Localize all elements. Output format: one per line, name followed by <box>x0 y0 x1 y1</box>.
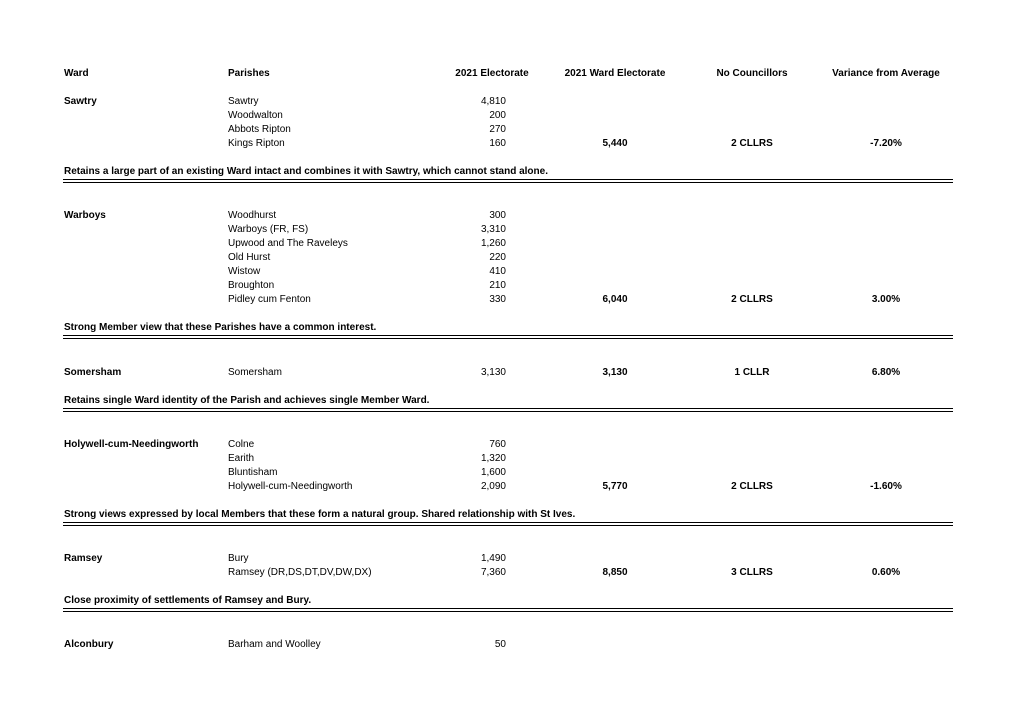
parish-electorate: 50 <box>494 639 506 650</box>
table-row <box>0 438 1020 452</box>
table-row <box>0 480 1020 494</box>
ward-electorate-total: 5,770 <box>602 481 628 492</box>
parish-electorate: 3,130 <box>480 367 506 378</box>
parish-name: Warboys (FR, FS) <box>228 224 309 235</box>
parish-electorate: 300 <box>489 210 506 221</box>
section-divider <box>63 408 953 412</box>
ward-electorate-total: 6,040 <box>602 294 628 305</box>
parish-name: Upwood and The Raveleys <box>228 238 348 249</box>
parish-electorate: 760 <box>489 439 506 450</box>
table-row <box>0 366 1020 380</box>
table-row <box>0 279 1020 293</box>
parish-electorate: 210 <box>489 280 506 291</box>
section-divider <box>63 179 953 183</box>
header-councillors: No Councillors <box>716 68 788 79</box>
ward-name: Ramsey <box>64 553 103 564</box>
ward-note: Strong Member view that these Parishes have a common interest. <box>64 322 377 333</box>
section-divider <box>63 522 953 526</box>
parish-name: Woodwalton <box>228 110 283 121</box>
parish-electorate: 410 <box>489 266 506 277</box>
header-ward: Ward <box>64 68 89 79</box>
parish-name: Abbots Ripton <box>228 124 291 135</box>
variance-value: 3.00% <box>871 294 901 305</box>
table-row <box>0 109 1020 123</box>
parish-electorate: 220 <box>489 252 506 263</box>
councillor-count: 2 CLLRS <box>731 481 773 492</box>
table-row <box>0 293 1020 307</box>
parish-electorate: 330 <box>489 294 506 305</box>
parish-name: Ramsey (DR,DS,DT,DV,DW,DX) <box>228 567 372 578</box>
ward-electorate-total: 5,440 <box>602 138 628 149</box>
parish-name: Bury <box>228 553 249 564</box>
header-electorate-2021: 2021 Electorate <box>455 68 529 79</box>
table-row <box>0 123 1020 137</box>
ward-name: Somersham <box>64 367 122 378</box>
section-divider <box>63 335 953 339</box>
variance-value: 6.80% <box>871 367 901 378</box>
parish-electorate: 1,260 <box>480 238 506 249</box>
variance-value: 0.60% <box>871 567 901 578</box>
parish-electorate: 270 <box>489 124 506 135</box>
table-row <box>0 566 1020 580</box>
ward-name: Warboys <box>64 210 106 221</box>
ward-note: Retains a large part of an existing Ward intact and combines it with Sawtry, which cannot stand alone. <box>64 166 548 177</box>
parish-name: Sawtry <box>228 96 259 107</box>
header-variance: Variance from Average <box>832 68 940 79</box>
table-row <box>0 638 1020 652</box>
table-row <box>0 452 1020 466</box>
councillor-count: 2 CLLRS <box>731 138 773 149</box>
parish-name: Woodhurst <box>228 210 277 221</box>
table-row <box>0 466 1020 480</box>
parish-electorate: 200 <box>489 110 506 121</box>
parish-name: Earith <box>228 453 255 464</box>
parish-electorate: 2,090 <box>480 481 506 492</box>
parish-electorate: 1,490 <box>480 553 506 564</box>
parish-electorate: 1,600 <box>480 467 506 478</box>
parish-name: Old Hurst <box>228 252 271 263</box>
parish-electorate: 160 <box>489 138 506 149</box>
ward-note: Strong views expressed by local Members that these form a natural group. Shared relationship with St Ives. <box>64 509 576 520</box>
parish-electorate: 4,810 <box>480 96 506 107</box>
table-row <box>0 209 1020 223</box>
parish-name: Pidley cum Fenton <box>228 294 311 305</box>
councillor-count: 3 CLLRS <box>731 567 773 578</box>
parish-electorate: 7,360 <box>480 567 506 578</box>
table-row <box>0 95 1020 109</box>
ward-electorate-total: 8,850 <box>602 567 628 578</box>
table-header <box>0 67 1020 81</box>
table-row <box>0 223 1020 237</box>
table-row <box>0 265 1020 279</box>
parish-name: Colne <box>228 439 255 450</box>
table-row <box>0 137 1020 151</box>
parish-name: Broughton <box>228 280 275 291</box>
table-row <box>0 552 1020 566</box>
ward-name: Sawtry <box>64 96 97 107</box>
parish-name: Bluntisham <box>228 467 278 478</box>
variance-value: -1.60% <box>870 481 902 492</box>
parish-name: Barham and Woolley <box>228 639 321 650</box>
parish-name: Wistow <box>228 266 261 277</box>
parish-name: Kings Ripton <box>228 138 285 149</box>
ward-name: Alconbury <box>64 639 114 650</box>
councillor-count: 2 CLLRS <box>731 294 773 305</box>
ward-note: Retains single Ward identity of the Parish and achieves single Member Ward. <box>64 395 430 406</box>
parish-electorate: 1,320 <box>480 453 506 464</box>
variance-value: -7.20% <box>870 138 902 149</box>
section-divider <box>63 608 953 612</box>
ward-electorate-total: 3,130 <box>602 367 628 378</box>
ward-name: Holywell-cum-Needingworth <box>64 439 199 450</box>
table-row <box>0 251 1020 265</box>
councillor-count: 1 CLLR <box>734 367 770 378</box>
header-parishes: Parishes <box>228 68 270 79</box>
parish-electorate: 3,310 <box>480 224 506 235</box>
ward-note: Close proximity of settlements of Ramsey and Bury. <box>64 595 312 606</box>
parish-name: Holywell-cum-Needingworth <box>228 481 353 492</box>
header-ward-electorate-2021: 2021 Ward Electorate <box>564 68 666 79</box>
parish-name: Somersham <box>228 367 282 378</box>
table-row <box>0 237 1020 251</box>
